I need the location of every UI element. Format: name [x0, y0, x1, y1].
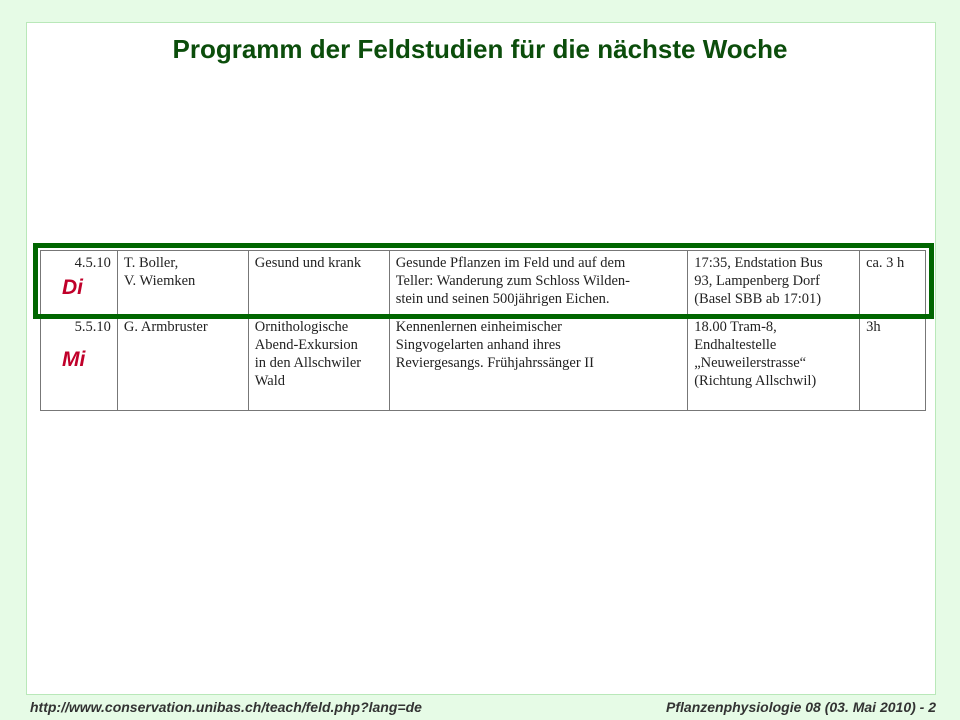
- highlight-box: [33, 243, 934, 319]
- leader-cell: G. Armbruster: [117, 315, 248, 411]
- duration-cell: ca. 3 h: [860, 251, 926, 315]
- day-label-wednesday: Mi: [62, 348, 86, 371]
- date-cell: 5.5.10: [41, 315, 118, 411]
- table-row: [41, 315, 926, 411]
- date-cell: 4.5.10: [41, 251, 118, 315]
- footer-url: http://www.conservation.unibas.ch/teach/feld.php?lang=de: [30, 699, 422, 715]
- topic-cell: Gesund und krank: [248, 251, 389, 315]
- leader-cell: T. Boller, V. Wiemken: [117, 251, 248, 315]
- description-cell: Kennenlernen einheimischer Singvogelarten anhand ihres Reviergesangs. Frühjahrssänger II: [389, 315, 688, 411]
- meeting-cell: 18.00 Tram-8, Endhaltestelle „Neuweilerstrasse“ (Richtung Allschwil): [688, 315, 860, 411]
- slide-title: Programm der Feldstudien für die nächste Woche: [172, 34, 788, 64]
- footer-course: Pflanzenphysiologie 08 (03. Mai 2010) - 2: [666, 699, 936, 715]
- description-cell: Gesunde Pflanzen im Feld und auf dem Teller: Wanderung zum Schloss Wilden- stein und seinen 500jährigen Eichen.: [389, 251, 688, 315]
- day-label-tuesday: Di: [62, 276, 83, 299]
- meeting-cell: 17:35, Endstation Bus 93, Lampenberg Dorf (Basel SBB ab 17:01): [688, 251, 860, 315]
- duration-cell: 3h: [860, 315, 926, 411]
- topic-cell: Ornithologische Abend-Exkursion in den Allschwiler Wald: [248, 315, 389, 411]
